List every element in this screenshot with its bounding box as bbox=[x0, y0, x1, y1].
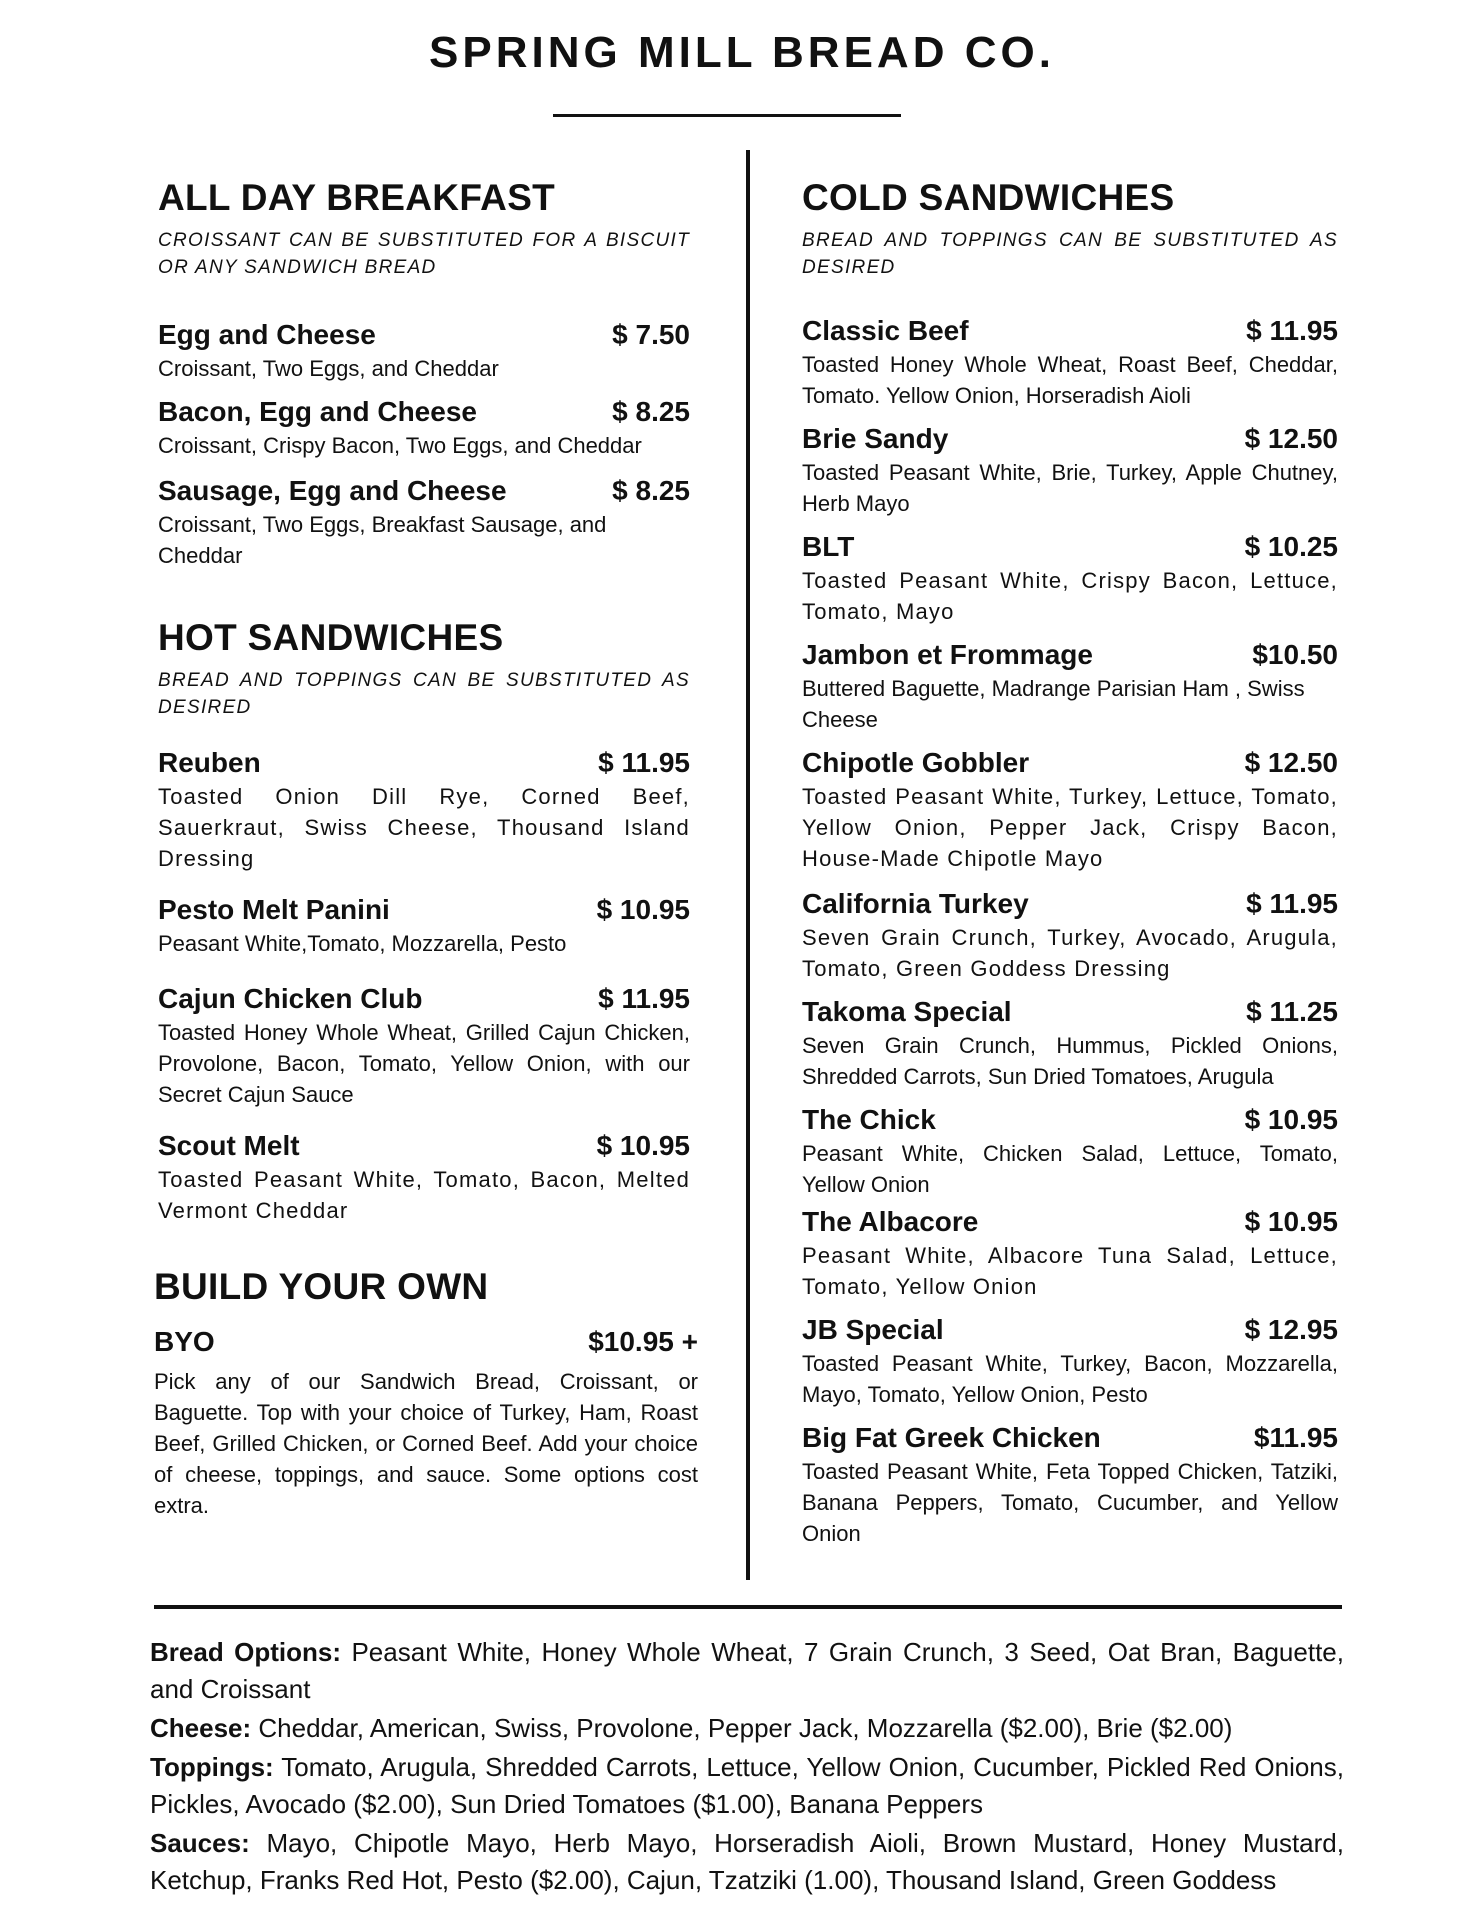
option-label: Toppings: bbox=[150, 1752, 274, 1782]
option-text: Cheddar, American, Swiss, Provolone, Pepper Jack, Mozzarella ($2.00), Brie ($2.00) bbox=[258, 1713, 1233, 1743]
item-price: $ 12.95 bbox=[1244, 1314, 1338, 1345]
item-name: Scout Melt bbox=[158, 1130, 300, 1161]
item-name: Pesto Melt Panini bbox=[158, 894, 390, 925]
bread-options bbox=[150, 1634, 1344, 1708]
options-footer bbox=[150, 1634, 1344, 1901]
build-your-own-section bbox=[154, 1264, 698, 1521]
item-description: Toasted Peasant White, Crispy Bacon, Lettuce, Tomato, Mayo bbox=[802, 568, 1338, 624]
menu-item bbox=[802, 747, 1338, 874]
item-description: Seven Grain Crunch, Hummus, Pickled Onions, Shredded Carrots, Sun Dried Tomatoes, Arugula bbox=[802, 1033, 1338, 1089]
item-description: Toasted Peasant White, Feta Topped Chicken, Tatziki, Banana Peppers, Tomato, Cucumber, and Yellow Onion bbox=[802, 1459, 1338, 1546]
item-name: Jambon et Frommage bbox=[802, 639, 1093, 670]
item-price: $ 10.95 bbox=[596, 1130, 690, 1161]
item-description: Peasant White, Albacore Tuna Salad, Lettuce, Tomato, Yellow Onion bbox=[802, 1243, 1338, 1299]
item-description: Croissant, Two Eggs, and Cheddar bbox=[158, 356, 499, 381]
item-price: $ 11.25 bbox=[1246, 996, 1338, 1027]
item-price: $ 11.95 bbox=[1246, 888, 1338, 919]
item-description: Croissant, Crispy Bacon, Two Eggs, and Cheddar bbox=[158, 433, 642, 458]
breakfast-section bbox=[158, 175, 690, 571]
item-price: $ 8.25 bbox=[612, 396, 690, 427]
menu-item bbox=[158, 475, 690, 571]
section-title: BUILD YOUR OWN bbox=[154, 1266, 489, 1307]
hot-sandwiches-section bbox=[158, 615, 690, 1226]
item-name: JB Special bbox=[802, 1314, 944, 1345]
footer-divider bbox=[154, 1605, 1342, 1609]
item-price: $ 11.95 bbox=[598, 747, 690, 778]
item-price: $11.95 bbox=[1253, 1422, 1338, 1453]
section-note: CROISSANT CAN BE SUBSTITUTED FOR A BISCUIT OR ANY SANDWICH BREAD bbox=[158, 230, 690, 278]
item-description: Toasted Peasant White, Tomato, Bacon, Melted Vermont Cheddar bbox=[158, 1167, 690, 1223]
left-column bbox=[154, 175, 698, 1521]
menu-item bbox=[802, 1422, 1338, 1549]
menu-item bbox=[158, 747, 690, 874]
item-description: Buttered Baguette, Madrange Parisian Ham , Swiss Cheese bbox=[802, 676, 1305, 732]
item-description: Toasted Honey Whole Wheat, Grilled Cajun Chicken, Provolone, Bacon, Tomato, Yellow Onion, with our Secret Cajun Sauce bbox=[158, 1020, 690, 1107]
item-price: $ 11.95 bbox=[1246, 315, 1338, 346]
menu-item bbox=[154, 1326, 698, 1521]
item-name: Chipotle Gobbler bbox=[802, 747, 1030, 778]
item-price: $ 10.95 bbox=[596, 894, 690, 925]
section-title: ALL DAY BREAKFAST bbox=[158, 177, 556, 218]
item-price: $ 10.95 bbox=[1244, 1104, 1338, 1135]
item-price: $10.95 + bbox=[588, 1326, 698, 1357]
item-name: The Chick bbox=[802, 1104, 936, 1135]
menu-item bbox=[158, 1130, 690, 1226]
menu-item bbox=[158, 983, 690, 1110]
cold-sandwiches-section bbox=[802, 175, 1338, 1549]
topping-options bbox=[150, 1749, 1344, 1823]
item-description: Toasted Peasant White, Turkey, Bacon, Mozzarella, Mayo, Tomato, Yellow Onion, Pesto bbox=[802, 1351, 1338, 1407]
item-name: Classic Beef bbox=[802, 315, 969, 346]
menu-item bbox=[158, 894, 690, 959]
option-label: Bread Options: bbox=[150, 1637, 342, 1667]
item-name: BYO bbox=[154, 1326, 215, 1357]
item-description: Toasted Peasant White, Brie, Turkey, Apple Chutney, Herb Mayo bbox=[802, 460, 1338, 516]
item-description: Croissant, Two Eggs, Breakfast Sausage, and Cheddar bbox=[158, 512, 607, 568]
item-price: $ 10.25 bbox=[1244, 531, 1338, 562]
item-name: Big Fat Greek Chicken bbox=[802, 1422, 1101, 1453]
item-description: Pick any of our Sandwich Bread, Croissant, or Baguette. Top with your choice of Turkey, Ham, Roast Beef, Grilled Chicken, or Corned Beef. Add your choice of cheese, toppings, and sauce. Some options cost extra. bbox=[154, 1369, 698, 1518]
menu-item bbox=[802, 1314, 1338, 1410]
item-name: Egg and Cheese bbox=[158, 319, 376, 350]
item-name: Sausage, Egg and Cheese bbox=[158, 475, 507, 506]
item-name: Brie Sandy bbox=[802, 423, 949, 454]
item-name: Bacon, Egg and Cheese bbox=[158, 396, 477, 427]
item-name: California Turkey bbox=[802, 888, 1029, 919]
menu-item bbox=[802, 1104, 1338, 1200]
item-description: Peasant White,Tomato, Mozzarella, Pesto bbox=[158, 931, 567, 956]
option-text: Mayo, Chipotle Mayo, Herb Mayo, Horseradish Aioli, Brown Mustard, Honey Mustard, Ketchup, Franks Red Hot, Pesto ($2.00), Cajun, Tzatziki (1.00), Thousand Island, Green Goddess bbox=[150, 1828, 1344, 1895]
cheese-options bbox=[150, 1710, 1344, 1747]
section-title: COLD SANDWICHES bbox=[802, 177, 1175, 218]
item-description: Seven Grain Crunch, Turkey, Avocado, Arugula, Tomato, Green Goddess Dressing bbox=[802, 925, 1338, 981]
menu-title: SPRING MILL BREAD CO. bbox=[429, 28, 1055, 77]
menu-item bbox=[802, 1206, 1338, 1302]
option-label: Sauces: bbox=[150, 1828, 250, 1858]
menu-item bbox=[802, 531, 1338, 627]
option-text: Peasant White, Honey Whole Wheat, 7 Grain Crunch, 3 Seed, Oat Bran, Baguette, and Croissant bbox=[150, 1637, 1344, 1704]
item-name: Takoma Special bbox=[802, 996, 1012, 1027]
menu-item bbox=[802, 888, 1338, 984]
right-column bbox=[802, 175, 1338, 1549]
title-underline bbox=[553, 114, 901, 117]
item-price: $ 12.50 bbox=[1244, 747, 1338, 778]
option-text: Tomato, Arugula, Shredded Carrots, Lettuce, Yellow Onion, Cucumber, Pickled Red Onions, Pickles, Avocado ($2.00), Sun Dried Tomatoes ($1.00), Banana Peppers bbox=[150, 1752, 1344, 1819]
menu-item bbox=[802, 639, 1338, 735]
item-price: $10.50 bbox=[1252, 639, 1338, 670]
item-price: $ 8.25 bbox=[612, 475, 690, 506]
menu-item bbox=[802, 315, 1338, 411]
menu-item bbox=[802, 423, 1338, 519]
item-name: Reuben bbox=[158, 747, 261, 778]
item-name: The Albacore bbox=[802, 1206, 979, 1237]
section-note: BREAD AND TOPPINGS CAN BE SUBSTITUTED AS DESIRED bbox=[158, 670, 690, 718]
section-title: HOT SANDWICHES bbox=[158, 617, 504, 658]
item-description: Toasted Honey Whole Wheat, Roast Beef, Cheddar, Tomato. Yellow Onion, Horseradish Aioli bbox=[802, 352, 1338, 408]
section-note: BREAD AND TOPPINGS CAN BE SUBSTITUTED AS DESIRED bbox=[802, 230, 1338, 278]
sauce-options bbox=[150, 1825, 1344, 1899]
option-label: Cheese: bbox=[150, 1713, 252, 1743]
item-price: $ 12.50 bbox=[1244, 423, 1338, 454]
menu-item bbox=[802, 996, 1338, 1092]
item-price: $ 11.95 bbox=[598, 983, 690, 1014]
menu-item bbox=[158, 319, 690, 384]
item-description: Peasant White, Chicken Salad, Lettuce, Tomato, Yellow Onion bbox=[802, 1141, 1338, 1197]
item-name: Cajun Chicken Club bbox=[158, 983, 423, 1014]
menu-item bbox=[158, 396, 690, 461]
item-price: $ 10.95 bbox=[1244, 1206, 1338, 1237]
item-price: $ 7.50 bbox=[612, 319, 690, 350]
item-description: Toasted Peasant White, Turkey, Lettuce, Tomato, Yellow Onion, Pepper Jack, Crispy Bacon, House-Made Chipotle Mayo bbox=[802, 784, 1338, 871]
item-description: Toasted Onion Dill Rye, Corned Beef, Sauerkraut, Swiss Cheese, Thousand Island Dressing bbox=[158, 784, 690, 871]
column-divider bbox=[746, 150, 750, 1580]
item-name: BLT bbox=[802, 531, 855, 562]
